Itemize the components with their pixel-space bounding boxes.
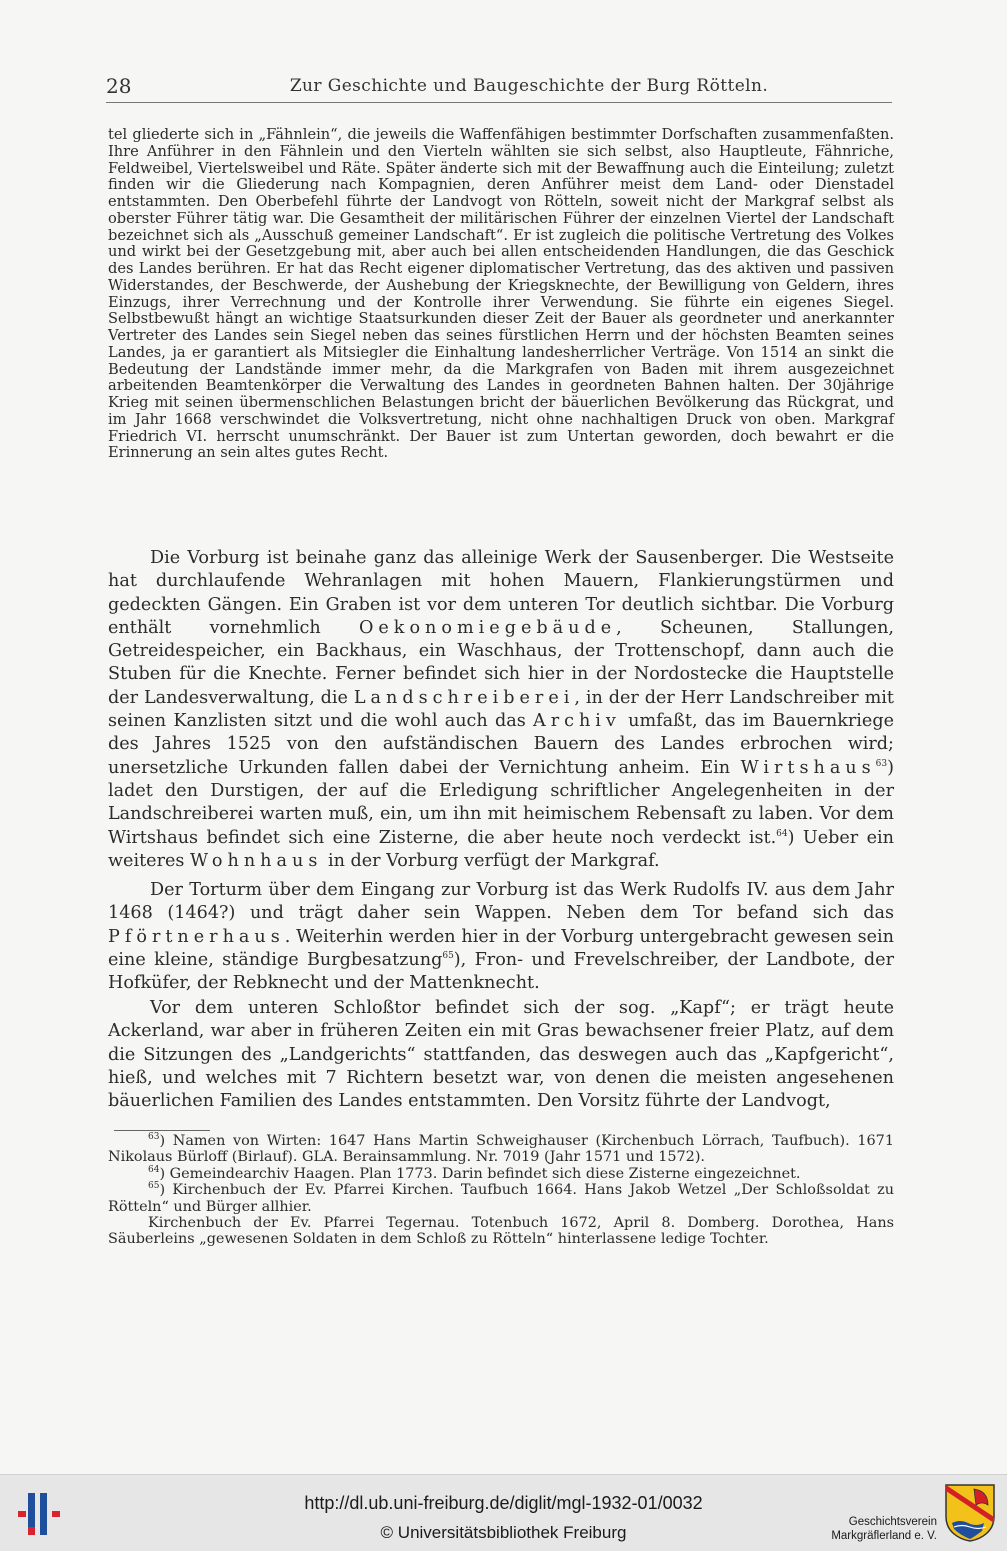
- footnote-63: [108, 1133, 894, 1166]
- emphasis-term: Archiv: [533, 711, 621, 732]
- text-run: , in der der Herr Landschreiber mit seinen Kanzlisten sitzt und die wohl auch das: [108, 687, 894, 732]
- paragraph-vorburg: [108, 547, 894, 873]
- text-run: umfaßt, das im Bauernkriege des Jahres 1525 von den aufständischen Bauern des Landes erbrochen wird; unersetzliche Urkunden fallen dabei der Vernichtung anheim. Ein: [108, 711, 895, 778]
- text-run: ), Fron- und Frevelschreiber, der Landbote, der Hofküfer, der Rebknecht und der Mattenknecht.: [108, 949, 894, 994]
- permalink-url[interactable]: http://dl.ub.uni-freiburg.de/diglit/mgl-1932-01/0032: [304, 1493, 703, 1513]
- paragraph-torturm: [108, 879, 894, 995]
- footnote-text: ) Namen von Wirten: 1647 Hans Martin Schweighauser (Kirchenbuch Lörrach, Taufbuch). 1671 Nikolaus Bürloff (Birlauf). GLA. Berainsammlung. Nr. 7019 (Jahr 1571 und 1572).: [108, 1133, 894, 1166]
- footnote-text: ) Gemeindearchiv Haagen. Plan 1773. Darin befindet sich diese Zisterne eingezeichnet.: [159, 1165, 801, 1182]
- header-rule: [106, 102, 892, 103]
- footnotes: [108, 1133, 894, 1248]
- text-run: ) Ueber ein weiteres: [108, 827, 894, 871]
- text-run: ) ladet den Durstigen, der auf die Erledigung schriftlicher Angelegenheiten in der Landschreiberei warten muß, ein, um ihn mit heimischem Rebensaft zu laben. Vor dem Wirtshaus befindet sich eine Zisterne, die aber heute noch verdeckt ist.: [108, 757, 894, 848]
- society-line: Geschichtsverein: [848, 1516, 937, 1528]
- footnote-number: 64: [148, 1165, 160, 1176]
- emphasis-term: Landschreiberei: [353, 687, 575, 708]
- emphasis-term: Wirtshaus: [740, 757, 876, 778]
- footnote-65-continued: Kirchenbuch der Ev. Pfarrei Tegernau. Totenbuch 1672, April 8. Domberg. Dorothea, Hans Säuberleins „gewesenen Soldaten in dem Schloß zu Rötteln“ hinterlassene ledige Tochter.: [108, 1215, 894, 1248]
- paragraph-text: tel gliederte sich in „Fähnlein“, die jeweils die Waffenfähigen bestimmter Dorfschaften zusammenfaßten. Ihre Anführer in den Fähnlein und den Vierteln wählten sie sich selbst, also Hauptleute, Fähnriche, Feldweibel, Viertelsweibel und Räte. Später änderte sich mit der Bewaffnung auch die Einteilung; zuletzt finden wir die Gliederung nach Kompagnien, deren Anführer meist dem Land- oder Dienstadel entstammten. Den Oberbefehl führte der Landvogt von Rötteln, soweit nicht der Markgraf selbst als oberster Führer tätig war. Die Gesamtheit der militärischen Führer der einzelnen Viertel der Landschaft bezeichnet sich als „Ausschuß gemeiner Landschaft“. Er ist zugleich die politische Vertretung des Volkes und wirkt bei der Gesetzgebung mit, aber auch bei allen entscheidenden Handlungen, die das Geschick des Landes berühren. Er hat das Recht eigener diplomatischer Vertretung, das des aktiven und passiven Widerstandes, der Beschwerde, der Aushebung der Kriegsknechte, der Bewilligung von Geldern, ihres Einzugs, ihrer Verrechnung und der Kontrolle ihrer Verwendung. Sie führte ein eigenes Siegel. Selbstbewußt hängt an wichtige Staatsurkunden dieser Zeit der Bauer als geordneter und anerkannter Vertreter des Landes sein Siegel neben das seines fürstlichen Herrn und der höchsten Beamten seines Landes, ja er garantiert als Mitsiegler die Einhaltung landesherrlicher Verträge. Von 1514 an sinkt die Bedeutung der Landstände immer mehr, da die Markgrafen von Baden mit ihrem ausgezeichnet arbeitenden Beamtenkörper die Verwaltung des Landes in geordneten Bahnen halten. Der 30jährige Krieg mit seinen übermenschlichen Belastungen bricht der bäuerlichen Bevölkerung das Rückgrat, und im Jahr 1668 verschwindet die Volksvertretung, nicht ohne nachhaltigen Druck von oben. Markgraf Friedrich VI. herrscht unumschränkt. Der Bauer ist zum Untertan geworden, doch bewahrt er die Erinnerung an sein altes gutes Recht.: [108, 126, 894, 462]
- paragraph-text: Vor dem unteren Schloßtor befindet sich der sog. „Kapf“; er trägt heute Ackerland, war aber in früheren Zeiten ein mit Gras bewachsener freier Platz, auf dem die Sitzungen des „Landgerichts“ stattfanden, das deswegen auch das „Kapfgericht“, hieß, und welches mit 7 Richtern besetzt war, von denen die meisten angesehenen bäuerlichen Familien des Landes entstammten. Den Vorsitz führte der Landvogt,: [108, 998, 894, 1112]
- footnote-64: [108, 1166, 894, 1182]
- footnote-ref: 65: [442, 951, 454, 962]
- footnote-number: 63: [148, 1132, 160, 1143]
- emphasis-term: Pförtnerhaus: [108, 926, 285, 947]
- page-number: 28: [106, 74, 132, 98]
- footnote-ref: 63: [875, 758, 888, 769]
- text-run: in der Vorburg verfügt der Markgraf.: [327, 850, 660, 871]
- text-run: , Scheunen, Stallungen, Getreidespeicher, ein Backhaus, ein Waschhaus, der Trottenschopf, dann auch die Stuben für die Knechte. Ferner befindet sich hier in der Nordostecke die Hauptstelle der Landesverwaltung, die: [108, 617, 894, 708]
- viewer-footer: [0, 1474, 1007, 1551]
- footnote-number: 65: [148, 1181, 160, 1192]
- running-title: Zur Geschichte und Baugeschichte der Burg Rötteln.: [289, 76, 769, 96]
- society-name: [831, 1515, 937, 1543]
- emphasis-term: Wohnhaus: [190, 850, 323, 871]
- text-run: . Weiterhin werden hier in der Vorburg untergebracht gewesen sein eine kleine, ständige Burgbesatzung: [108, 926, 894, 970]
- page-header: [106, 70, 892, 102]
- coat-of-arms-icon: [944, 1483, 996, 1543]
- footnote-rule: [114, 1130, 210, 1131]
- footnote-ref: 64: [776, 828, 788, 839]
- society-line: Markgräflerland e. V.: [831, 1530, 937, 1542]
- paragraph-militia: [108, 127, 894, 462]
- footnote-text: ) Kirchenbuch der Ev. Pfarrei Kirchen. Taufbuch 1664. Hans Jakob Wetzel „Der Schloßsoldat zu Rötteln“ und Bürger allhier.: [108, 1182, 894, 1215]
- copyright-text: © Universitätsbibliothek Freiburg: [380, 1523, 627, 1542]
- text-run: Der Torturm über dem Eingang zur Vorburg ist das Werk Rudolfs IV. aus dem Jahr 1468 (1464?) und trägt daher sein Wappen. Neben dem Tor befand sich das: [108, 880, 894, 924]
- footnote-65: [108, 1182, 894, 1215]
- paragraph-kapf: [108, 997, 894, 1113]
- text-run: Die Vorburg ist beinahe ganz das alleinige Werk der Sausenberger. Die Westseite hat durchlaufende Wehranlagen mit hohen Mauern, Flankierungstürmen und gedeckten Gängen. Ein Graben ist vor dem unteren Tor deutlich sichtbar. Die Vorburg enthält vornehmlich: [108, 548, 894, 638]
- emphasis-term: Oekonomiegebäude: [358, 617, 617, 638]
